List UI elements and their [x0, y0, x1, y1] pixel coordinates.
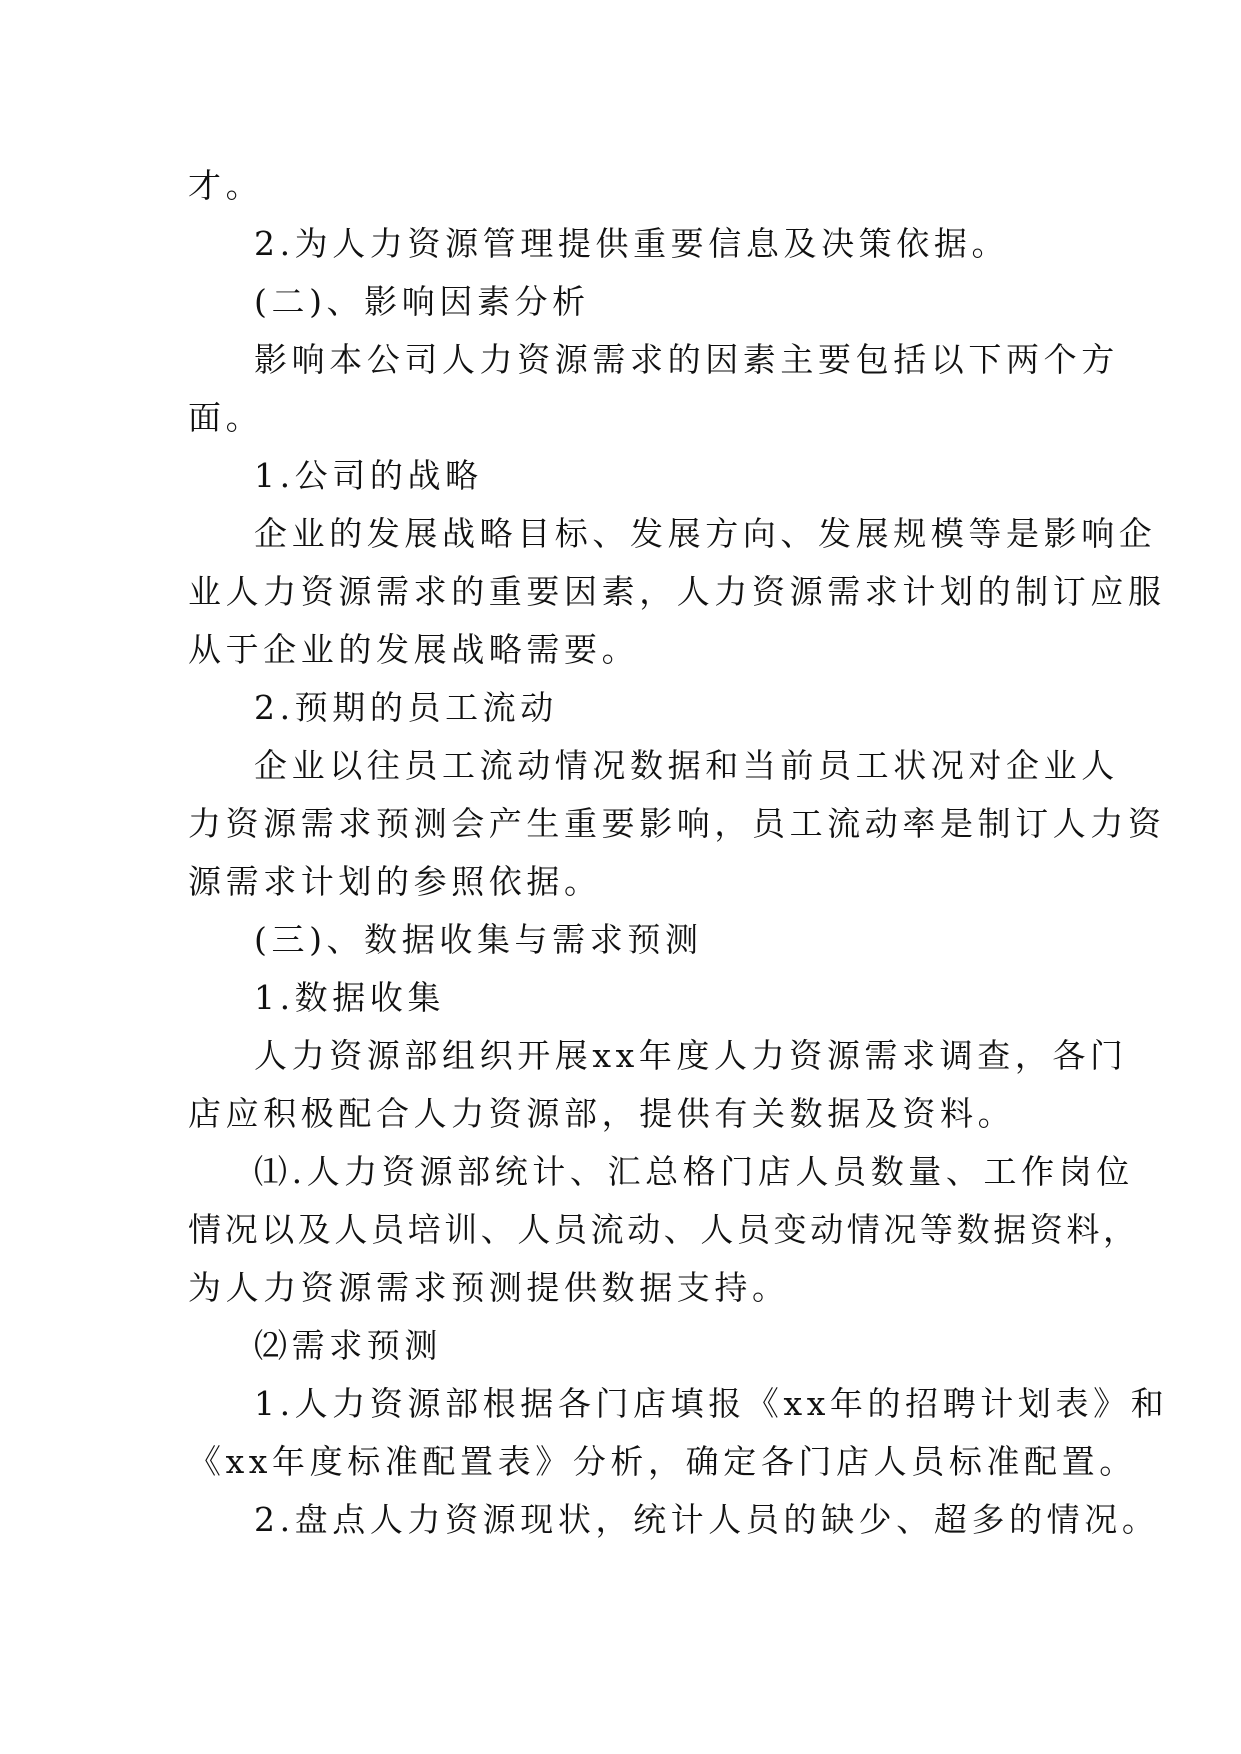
- text-line-7: 企业的发展战略目标、发展方向、发展规模等是影响企: [254, 514, 1157, 553]
- text-line-19: 情况以及人员培训、人员流动、人员变动情况等数据资料，: [188, 1210, 1140, 1249]
- text-line-1: 才。: [188, 166, 264, 205]
- text-line-23: 《xx年度标准配置表》分析，确定各门店人员标准配置。: [188, 1442, 1137, 1481]
- text-line-6: 1.公司的战略: [254, 456, 483, 495]
- text-line-22: 1.人力资源部根据各门店填报《xx年的招聘计划表》和: [254, 1384, 1169, 1423]
- text-line-20: 为人力资源需求预测提供数据支持。: [188, 1268, 790, 1307]
- section-heading-3: (三)、数据收集与需求预测: [254, 920, 703, 959]
- text-line-4: 影响本公司人力资源需求的因素主要包括以下两个方: [254, 340, 1119, 379]
- text-line-12: 力资源需求预测会产生重要影响，员工流动率是制订人力资: [188, 804, 1166, 843]
- section-heading-2: (二)、影响因素分析: [254, 282, 590, 321]
- text-line-8: 业人力资源需求的重要因素，人力资源需求计划的制订应服: [188, 572, 1166, 611]
- text-line-16: 人力资源部组织开展xx年度人力资源需求调查，各门: [254, 1036, 1128, 1075]
- text-line-17: 店应积极配合人力资源部，提供有关数据及资料。: [188, 1094, 1016, 1133]
- text-line-9: 从于企业的发展战略需要。: [188, 630, 640, 669]
- text-line-10: 2.预期的员工流动: [254, 688, 558, 727]
- text-line-2: 2.为人力资源管理提供重要信息及决策依据。: [254, 224, 1010, 263]
- text-line-21: ⑵需求预测: [254, 1326, 442, 1365]
- text-line-5: 面。: [188, 398, 264, 437]
- text-line-11: 企业以往员工流动情况数据和当前员工状况对企业人: [254, 746, 1119, 785]
- text-line-13: 源需求计划的参照依据。: [188, 862, 602, 901]
- text-line-18: ⑴.人力资源部统计、汇总格门店人员数量、工作岗位: [254, 1152, 1134, 1191]
- text-line-15: 1.数据收集: [254, 978, 446, 1017]
- text-line-24: 2.盘点人力资源现状，统计人员的缺少、超多的情况。: [254, 1500, 1160, 1539]
